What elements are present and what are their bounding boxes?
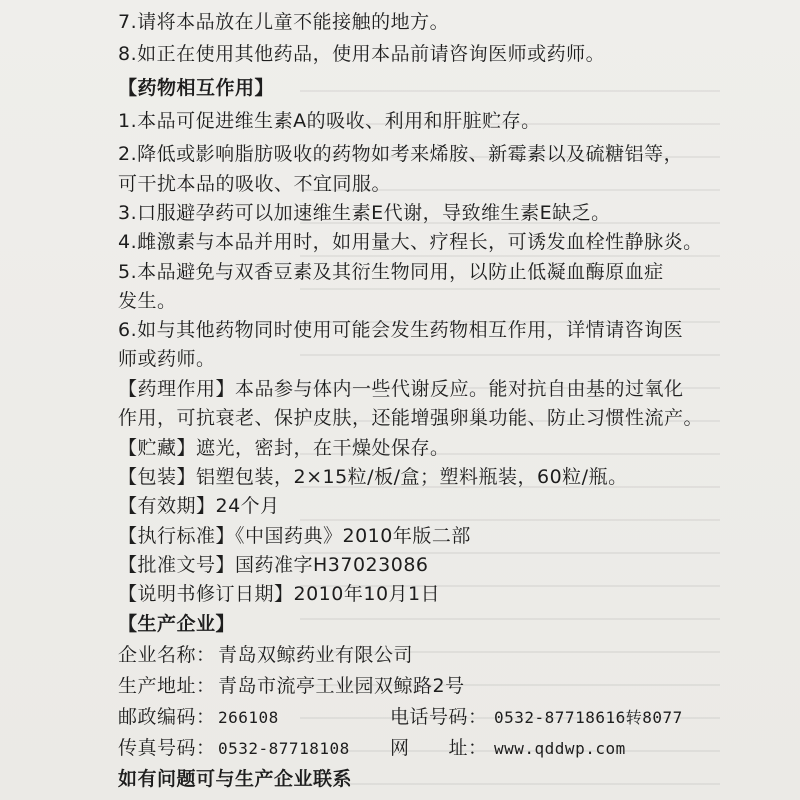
zip-value: 266108 (218, 708, 279, 727)
contact-footer: 如有问题可与生产企业联系 (118, 768, 353, 790)
text-line: 作用，可抗衰老、保护皮肤，还能增强卵巢功能、防止习惯性流产。 (118, 407, 704, 429)
company-address-value: 青岛市流亭工业园双鲸路2号 (218, 675, 465, 697)
text-line: 7.请将本品放在儿童不能接触的地方。 (118, 11, 450, 33)
text-line: 【执行标准】《中国药典》2010年版二部 (118, 525, 471, 547)
section-heading: 【生产企业】 (118, 613, 236, 635)
text-line: 6.如与其他药物同时使用可能会发生药物相互作用，详情请咨询医 (118, 319, 684, 341)
text-line: 【批准文号】国药准字H37023086 (118, 554, 429, 576)
text-line: 可干扰本品的吸收、不宜同服。 (118, 173, 392, 195)
fax-value: 0532-87718108 (218, 739, 350, 758)
text-line: 【药理作用】本品参与体内一些代谢反应。能对抗自由基的过氧化 (118, 378, 684, 400)
text-line: 【包装】铝塑包装，2×15粒/板/盒；塑料瓶装，60粒/瓶。 (118, 466, 628, 488)
text-line: 4.雌激素与本品并用时，如用量大、疗程长，可诱发血栓性静脉炎。 (118, 231, 703, 253)
text-line: 师或药师。 (118, 348, 216, 370)
section-heading: 【药物相互作用】 (118, 77, 275, 99)
tel-value: 0532-87718616转8077 (494, 708, 683, 727)
company-name-label: 企业名称： (118, 644, 216, 666)
zip-label: 邮政编码： (118, 706, 216, 728)
company-name-row (118, 643, 413, 667)
web-value: www.qddwp.com (494, 739, 626, 758)
text-line: 发生。 (118, 290, 177, 312)
text-line: 【贮藏】遮光，密封，在干燥处保存。 (118, 437, 450, 459)
text-line: 2.降低或影响脂肪吸收的药物如考来烯胺、新霉素以及硫糖铝等， (118, 143, 684, 165)
text-line: 【说明书修订日期】2010年10月1日 (118, 583, 441, 605)
text-line: 8.如正在使用其他药品，使用本品前请咨询医师或药师。 (118, 43, 606, 65)
company-address-row (118, 674, 465, 698)
zip-tel-row (118, 705, 683, 730)
fax-web-row (118, 736, 626, 761)
company-name-value: 青岛双鲸药业有限公司 (218, 644, 414, 666)
text-line: 3.口服避孕药可以加速维生素E代谢，导致维生素E缺乏。 (118, 202, 611, 224)
company-address-label: 生产地址： (118, 675, 216, 697)
text-line: 5.本品避免与双香豆素及其衍生物同用，以防止低凝血酶原血症 (118, 261, 664, 283)
web-label: 网 址： (390, 737, 488, 759)
text-line: 【有效期】24个月 (118, 495, 280, 517)
tel-label: 电话号码： (390, 706, 488, 728)
fax-label: 传真号码： (118, 737, 216, 759)
text-line: 1.本品可促进维生素A的吸收、利用和肝脏贮存。 (118, 110, 541, 132)
